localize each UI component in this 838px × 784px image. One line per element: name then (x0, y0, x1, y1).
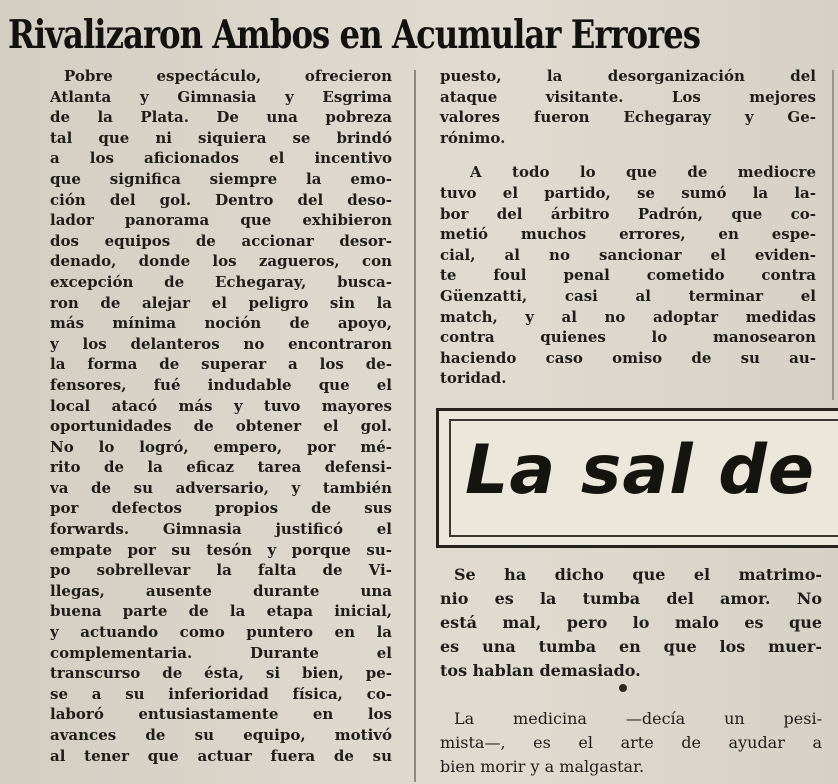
text-line: avances de su equipo, motivó (50, 726, 392, 744)
text-line: más mínima noción de apoyo, (50, 314, 392, 333)
text-line: transcurso de ésta, si bien, pe- (50, 664, 392, 683)
text-line: buena parte de la etapa inicial, (50, 602, 392, 621)
right-paragraph-1 (440, 66, 816, 148)
text-line: Se ha dicho que el matrimo- (454, 565, 822, 584)
text-line: y los delanteros no encontraron (50, 334, 392, 353)
banner-box (436, 408, 838, 548)
text-line: local atacó más y tuvo mayores (50, 396, 392, 415)
text-line: lador panorama que exhibieron (50, 211, 392, 230)
text-line: y actuando como puntero en la (50, 623, 392, 642)
text-line: ataque visitante. Los mejores (440, 87, 816, 106)
text-line: ron de alejar el peligro sin la (50, 293, 392, 312)
text-line: cial, al no sancionar el eviden- (440, 245, 816, 264)
text-line: bien morir y a malgastar. (440, 757, 645, 776)
text-line: laboró entusiastamente en los (50, 705, 392, 724)
text-line: a los aficionados el incentivo (50, 149, 392, 168)
text-line: fensores, fué indudable que el (50, 375, 392, 394)
text-line: que significa siempre la emo- (50, 169, 392, 188)
text-line: va de su adversario, y también (50, 478, 392, 497)
text-line: toridad. (440, 369, 507, 388)
text-line: excepción de Echegaray, busca- (50, 272, 392, 291)
right-paragraph-2 (440, 162, 816, 389)
text-line: tal que ni siquiera se brindó (50, 128, 392, 147)
text-line: complementaria. Durante el (50, 643, 392, 662)
text-line: forwards. Gimnasia justificó el (50, 520, 392, 539)
text-line: por defectos propios de sus (50, 499, 392, 518)
joke-paragraph-1 (440, 563, 822, 683)
text-line: tuvo el partido, se sumó la la- (440, 183, 816, 202)
text-line: oportunidades de obtener el gol. (50, 417, 392, 436)
text-line: Pobre espectáculo, ofrecieron (64, 67, 392, 85)
text-line: puesto, la desorganización del (440, 67, 816, 85)
headline: Rivalizaron Ambos en Acumular Errores (8, 12, 700, 58)
text-line: valores fueron Echegaray y Ge- (440, 108, 816, 127)
text-line: haciendo caso omiso de su au- (440, 348, 816, 367)
text-line: rito de la eficaz tarea defensi- (50, 458, 392, 477)
text-line: llegas, ausente durante una (50, 581, 392, 600)
text-line: Güenzatti, casi al terminar el (440, 286, 816, 305)
text-line: A todo lo que de mediocre (470, 163, 816, 182)
text-line: contra quienes lo manosearon (440, 328, 816, 347)
text-line: te foul penal cometido contra (440, 266, 816, 285)
right-edge-rule (832, 70, 834, 400)
text-line: al tener que actuar fuera de su (50, 746, 392, 765)
text-line: match, y al no adoptar medidas (440, 307, 816, 326)
separator-bullet (619, 684, 627, 692)
text-line: La medicina —decía un pesi- (454, 709, 822, 728)
text-line: es una tumba en que los muer- (440, 637, 822, 656)
text-line: tos hablan demasiado. (440, 661, 641, 680)
text-line: bor del árbitro Padrón, que co- (440, 204, 816, 223)
text-line: ción del gol. Dentro del deso- (50, 190, 392, 209)
text-line: po sobrellevar la falta de Vi- (50, 561, 392, 580)
text-line: está mal, pero lo malo es que (440, 613, 822, 632)
right-column-article (440, 66, 816, 389)
text-line: mista—, es el arte de ayudar a (440, 733, 822, 752)
text-line: Atlanta y Gimnasia y Esgrima (50, 87, 392, 106)
text-line: metió muchos errores, en espe- (440, 225, 816, 244)
text-line: de la Plata. De una pobreza (50, 108, 392, 127)
text-line: empate por su tesón y porque su- (50, 540, 392, 559)
banner-title: La sal de (465, 431, 816, 510)
text-line: No lo logró, empero, por mé- (50, 437, 392, 456)
text-line: la forma de superar a los de- (50, 355, 392, 374)
text-line: se a su inferioridad física, co- (50, 684, 392, 703)
text-line: rónimo. (440, 128, 506, 147)
text-line: denado, donde los zagueros, con (50, 252, 392, 271)
text-line: dos equipos de accionar desor- (50, 231, 392, 250)
text-line: nio es la tumba del amor. No (440, 589, 822, 608)
column-divider (414, 70, 416, 782)
left-column-article (50, 66, 392, 766)
joke-paragraph-2 (440, 707, 822, 779)
